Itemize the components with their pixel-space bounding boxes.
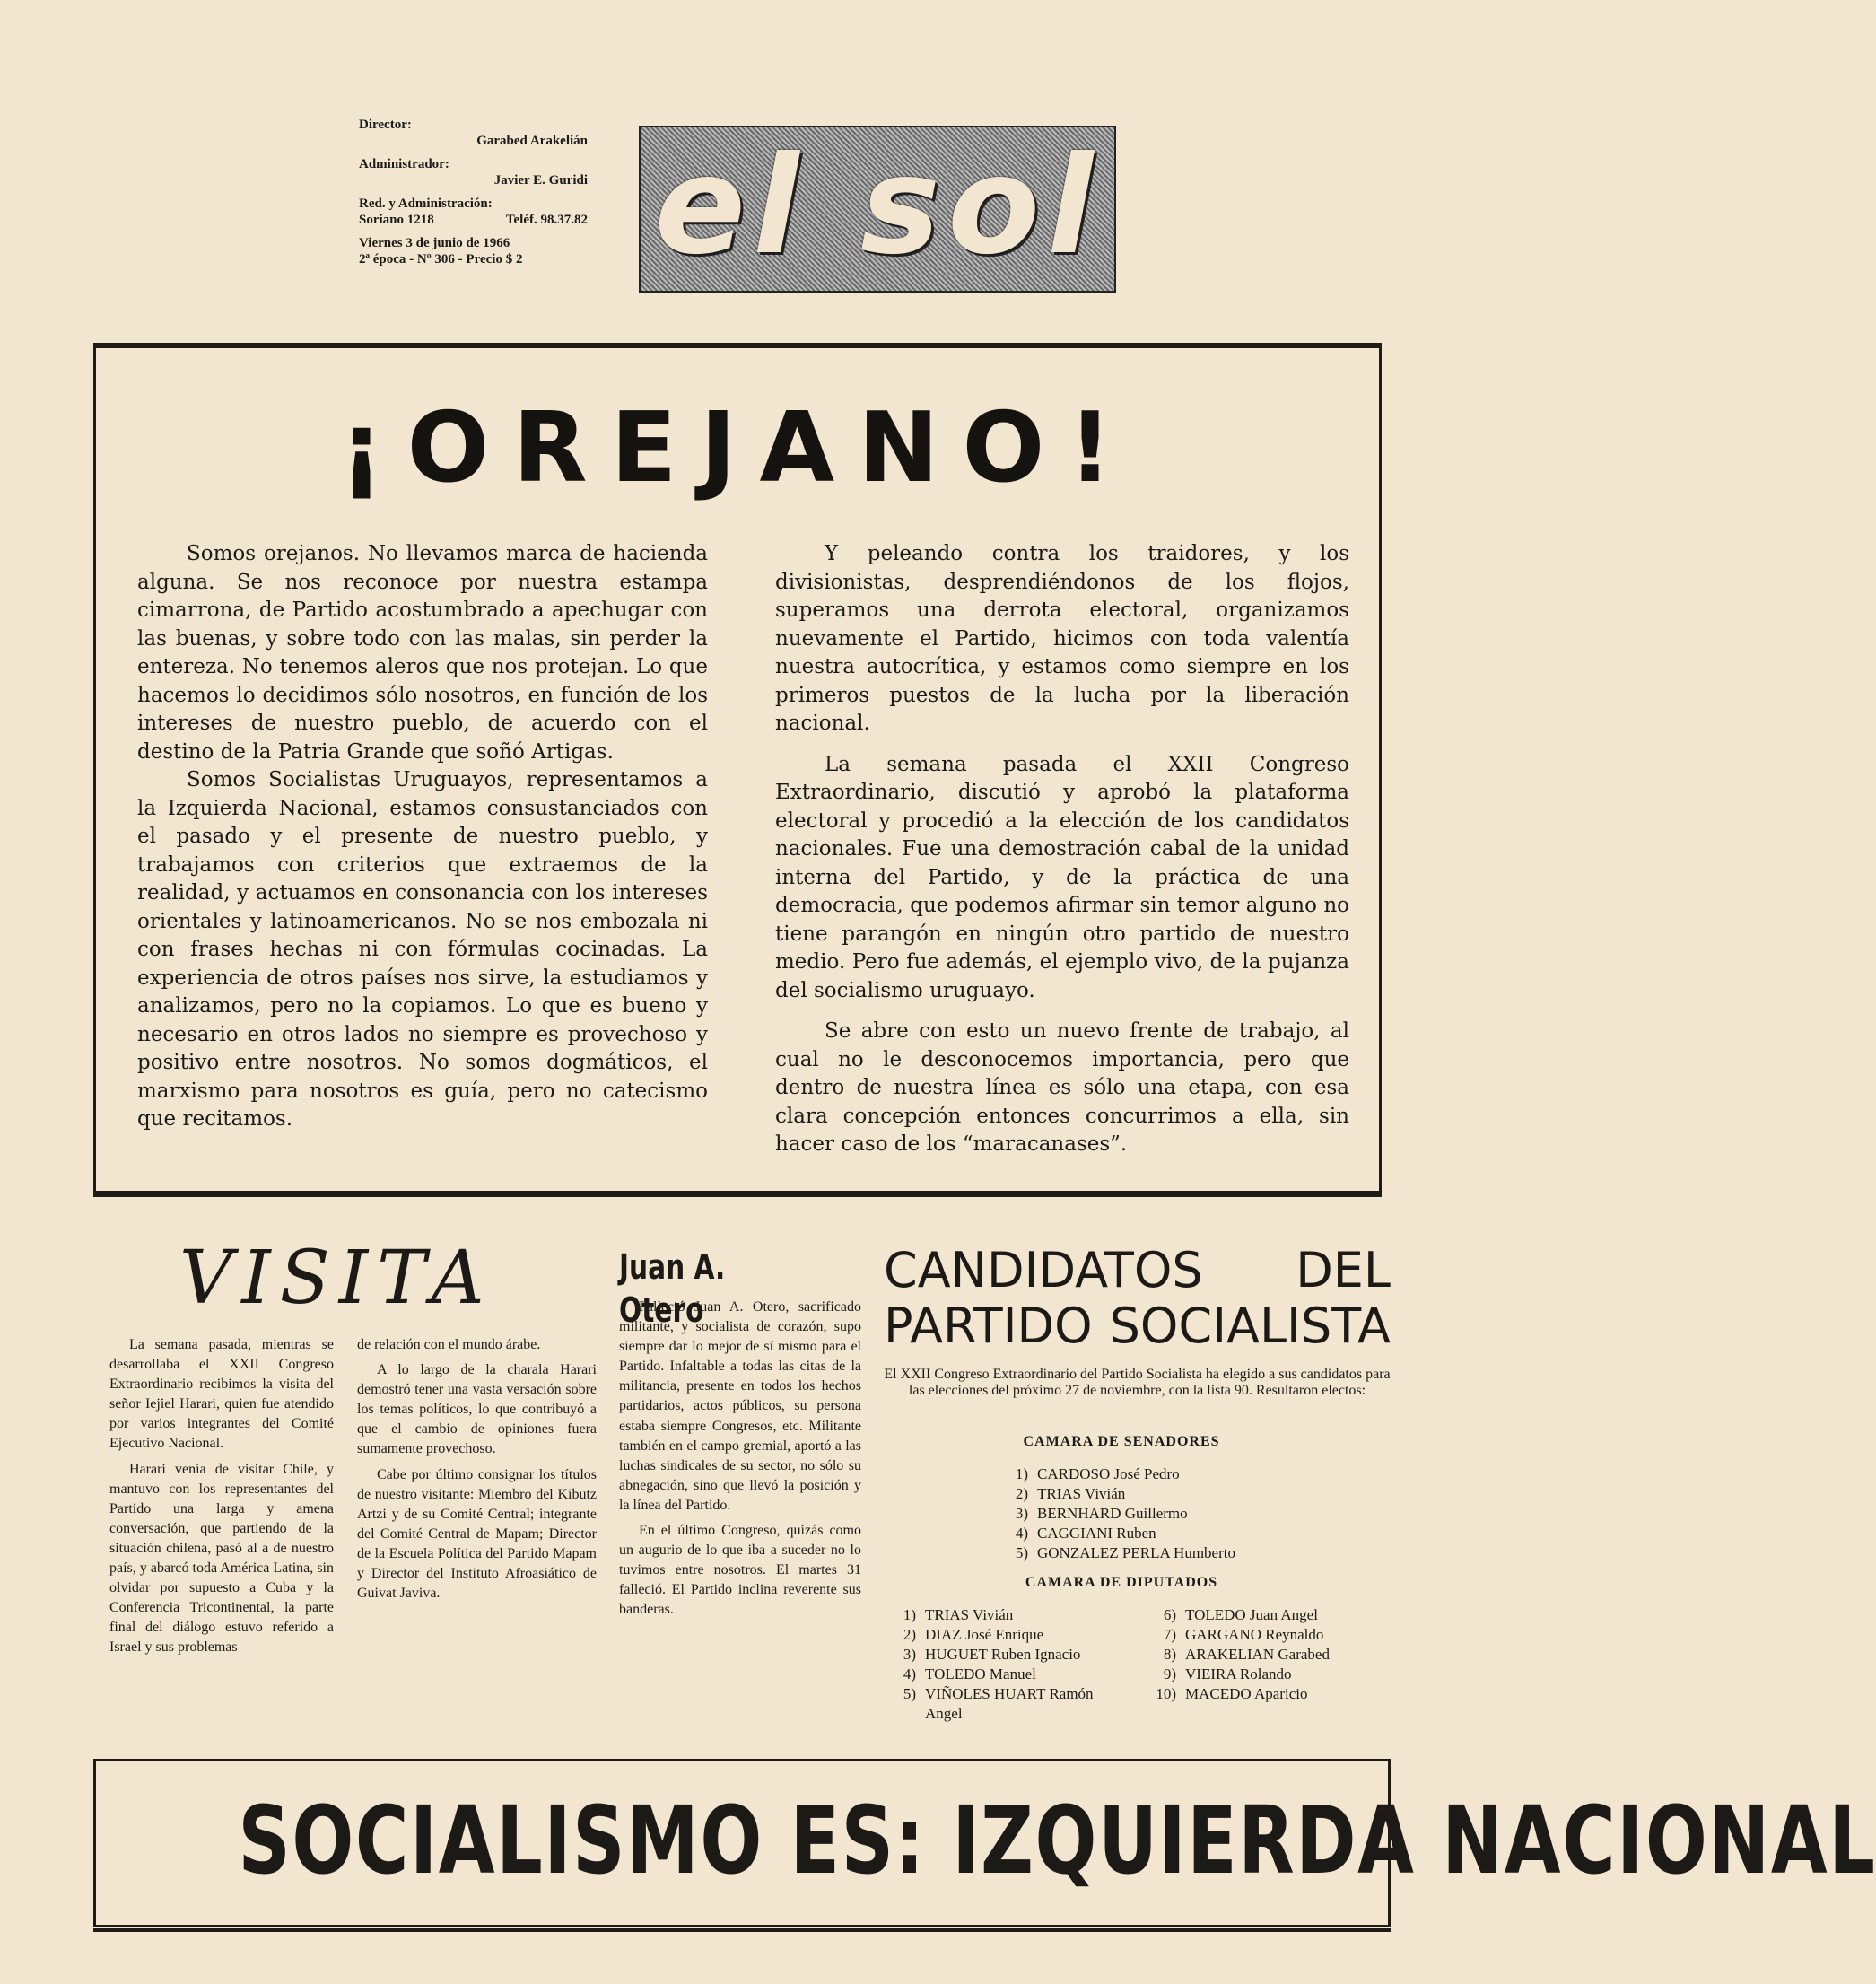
candidate-name: TRIAS Vivián <box>1037 1485 1126 1502</box>
editorial-left-column <box>137 540 708 1134</box>
candidate-name: DIAZ José Enrique <box>925 1626 1044 1643</box>
candidate-name: HUGUET Ruben Ignacio <box>925 1646 1081 1663</box>
candidate-item <box>1144 1645 1386 1665</box>
candidate-item <box>996 1524 1355 1543</box>
office-label: Red. y Administración: <box>359 197 493 211</box>
candidate-number: 7) <box>1163 1626 1176 1643</box>
editorial-paragraph: Y peleando contra los traidores, y los divisionistas, desprendiéndonos de los flojos, superamos una derrota electoral, organizamos nuevamente el Partido, hicimos con toda valentía nuestra autocrítica, y estamos como siempre en los primeros puestos de la lucha por la liberación nacional. <box>775 542 1349 735</box>
issue-number: 2ª época - Nº 306 - Precio $ 2 <box>359 252 523 267</box>
candidate-item <box>1144 1605 1386 1625</box>
candidate-name: CARDOSO José Pedro <box>1037 1465 1180 1482</box>
slogan-text: SOCIALISMO ES: IZQUIERDA NACIONAL <box>238 1786 1876 1895</box>
candidate-name: TOLEDO Juan Angel <box>1185 1606 1318 1623</box>
editorial-right-column <box>775 540 1349 1159</box>
candidate-number: 4) <box>1015 1525 1028 1542</box>
candidate-item <box>884 1625 1126 1645</box>
candidates-title <box>884 1243 1391 1354</box>
visita-paragraph: de relación con el mundo árabe. <box>357 1337 541 1352</box>
editorial-paragraph: Se abre con esto un nuevo frente de trabajo, al cual no le desconocemos importancia, pero que dentro de nuestra línea es sólo una etapa, con esa clara concepción entonces concurrimos a ella, sin hacer caso de los “maracanases”. <box>775 1019 1349 1156</box>
candidate-name: VIEIRA Rolando <box>1185 1665 1292 1682</box>
candidate-number: 3) <box>1015 1505 1028 1522</box>
candidate-number: 5) <box>1015 1544 1028 1561</box>
candidate-number: 4) <box>903 1665 916 1682</box>
visita-paragraph: Cabe por último consignar los títulos de nuestro visitante: Miembro del Kibutz Artzi y de su Comité Central; integrante del Comité Central de Mapam; Director de la Escuela Política del Partido Mapam y Director del Instituto Afroasiático de Guivat Javiva. <box>357 1466 597 1602</box>
slogan-banner <box>93 1759 1876 1927</box>
candidate-number: 10) <box>1156 1685 1176 1702</box>
candidate-name: TOLEDO Manuel <box>925 1665 1036 1682</box>
office-phone: Teléf. 98.37.82 <box>505 213 588 227</box>
candidate-number: 1) <box>903 1606 916 1623</box>
logo-text: el sol <box>654 128 1101 284</box>
candidate-item <box>1144 1665 1386 1684</box>
candidate-name: CAGGIANI Ruben <box>1037 1525 1156 1542</box>
editorial-paragraph: La semana pasada el XXII Congreso Extraordinario, discutió y aprobó la plataforma electoral y procedió a la elección de los candidatos nacionales. Fue una demostración cabal de la unidad interna del Partido, y de la práctica de una democracia, que podemos afirmar sin temor alguno no tiene parangón en ningún otro partido de nuestro medio. Pero fue además, el ejemplo vivo, de la pujanza del socialismo uruguayo. <box>775 752 1349 1002</box>
editorial-paragraph: Somos orejanos. No llevamos marca de hacienda alguna. Se nos reconoce por nuestra estampa cimarrona, de Partido acostumbrado a apechugar con las buenas, y sobre todo con las malas, sin perder la entereza. No tenemos aleros que nos protejan. Lo que hacemos lo decidimos sólo nosotros, en función de los intereses de nuestro pueblo, de acuerdo con el destino de la Patria Grande que soñó Artigas. <box>137 542 708 764</box>
candidate-number: 9) <box>1163 1665 1176 1682</box>
candidate-number: 2) <box>903 1626 916 1643</box>
candidate-name: TRIAS Vivián <box>925 1606 1014 1623</box>
office-address: Soriano 1218 <box>359 213 434 227</box>
office-contact <box>359 212 588 228</box>
candidate-number: 2) <box>1015 1485 1028 1502</box>
candidate-item <box>1144 1684 1386 1704</box>
otero-paragraph: En el último Congreso, quizás como un augurio de lo que iba a suceder no lo tuvimos entre nosotros. El martes 31 falleció. El Partido inclina reverente sus banderas. <box>619 1523 861 1618</box>
otero-title: Juan A. Otero <box>619 1247 726 1330</box>
candidate-item <box>1144 1625 1386 1645</box>
senate-list <box>996 1464 1355 1563</box>
candidate-item <box>996 1484 1355 1504</box>
candidate-item <box>884 1665 1126 1684</box>
editorial-box <box>93 345 1382 1193</box>
admin-name: Javier E. Guridi <box>493 173 588 188</box>
editorial-paragraph: Somos Socialistas Uruguayos, representamos a la Izquierda Nacional, estamos consustanciados con el pasado y el presente de nuestro pueblo, y trabajamos con criterios que extraemos de la realidad, y actuamos en consonancia con los intereses orientales y latinoamericanos. No se nos embozala ni con frases hechas ni con fórmulas cocinadas. La experiencia de otros países nos sirve, la estudiamos y analizamos, pero no la copiamos. Lo que es bueno y necesario en otros lados no siempre es provechoso y positivo entre nosotros. No somos dogmáticos, el marxismo para nosotros es guía, pero no catecismo que recitamos. <box>137 768 708 1131</box>
candidate-name: BERNHARD Guillermo <box>1037 1505 1188 1522</box>
candidate-item <box>996 1464 1355 1484</box>
director-name: Garabed Arakelián <box>476 134 588 148</box>
otero-column <box>619 1298 861 1621</box>
newspaper-logo <box>639 126 1116 293</box>
candidate-name: GONZALEZ PERLA Humberto <box>1037 1544 1235 1561</box>
visita-paragraph: A lo largo de la charala Harari demostró tener una vasta versación sobre los temas políticos, lo que contribuyó a que el cambio de opiniones fuera sumamente provechoso. <box>357 1362 597 1457</box>
candidate-number: 5) <box>903 1685 916 1702</box>
candidate-name: MACEDO Aparicio <box>1185 1685 1308 1702</box>
candidate-name: VIÑOLES HUART Ramón Angel <box>925 1685 1094 1722</box>
candidate-number: 3) <box>903 1646 916 1663</box>
candidate-item <box>884 1684 1126 1724</box>
candidate-number: 8) <box>1163 1646 1176 1663</box>
candidates-intro: El XXII Congreso Extraordinario del Partido Socialista ha elegido a sus candidatos para las elecciones del próximo 27 de noviembre, con la lista 90. Resultaron electos: <box>884 1367 1391 1398</box>
otero-paragraph: Falleció Juan A. Otero, sacrificado militante, y socialista de corazón, supo siempre dar lo mejor de sí mismo para el Partido. Infaltable a todas las citas de la militancia, presente en todos los hechos partidarios, actos públicos, su persona estaba siempre Congresos, etc. Militante también en el campo gremial, aportó a las luchas sindicales de su sector, no sólo su abnegación, sino que llevó la posición y la línea del Partido. <box>619 1299 861 1513</box>
candidate-name: GARGANO Reynaldo <box>1185 1626 1324 1643</box>
visita-paragraph: La semana pasada, mientras se desarrollaba el XXII Congreso Extraordinario recibimos la visita del señor Iejiel Harari, quien fue atendido por varios integrantes del Comité Ejecutivo Nacional. <box>109 1337 334 1452</box>
candidate-item <box>996 1543 1355 1563</box>
candidate-item <box>884 1605 1126 1625</box>
candidates-title-line-2: PARTIDO SOCIALISTA <box>884 1298 1391 1354</box>
issue-date: Viernes 3 de junio de 1966 <box>359 236 510 250</box>
director-label: Director: <box>359 118 412 132</box>
candidate-name: ARAKELIAN Garabed <box>1185 1646 1330 1663</box>
visita-column-1 <box>109 1335 334 1658</box>
visita-title: VISITA <box>179 1236 493 1321</box>
visita-paragraph: Harari venía de visitar Chile, y mantuvo con los representantes del Partido una larga y amena conversación, que partiendo de la situación chilena, pasó al a de nuestro país, y abarcó toda América Latina, sin olvidar por supuesto a Cuba y la Conferencia Tricontinental, la parte final del diálogo estuvo referido a Israel y sus problemas <box>109 1461 334 1656</box>
candidate-number: 6) <box>1163 1606 1176 1623</box>
candidate-item <box>884 1645 1126 1665</box>
candidates-title-line-1: CANDIDATOS DEL <box>884 1242 1391 1298</box>
headline: ¡OREJANO! <box>339 392 1136 504</box>
candidate-number: 1) <box>1015 1465 1028 1482</box>
visita-column-2 <box>357 1335 597 1604</box>
deputies-title: CAMARA DE DIPUTADOS <box>1025 1575 1218 1590</box>
masthead-info <box>359 117 588 267</box>
admin-label: Administrador: <box>359 157 449 171</box>
senate-title: CAMARA DE SENADORES <box>1023 1434 1220 1449</box>
candidate-item <box>996 1504 1355 1524</box>
